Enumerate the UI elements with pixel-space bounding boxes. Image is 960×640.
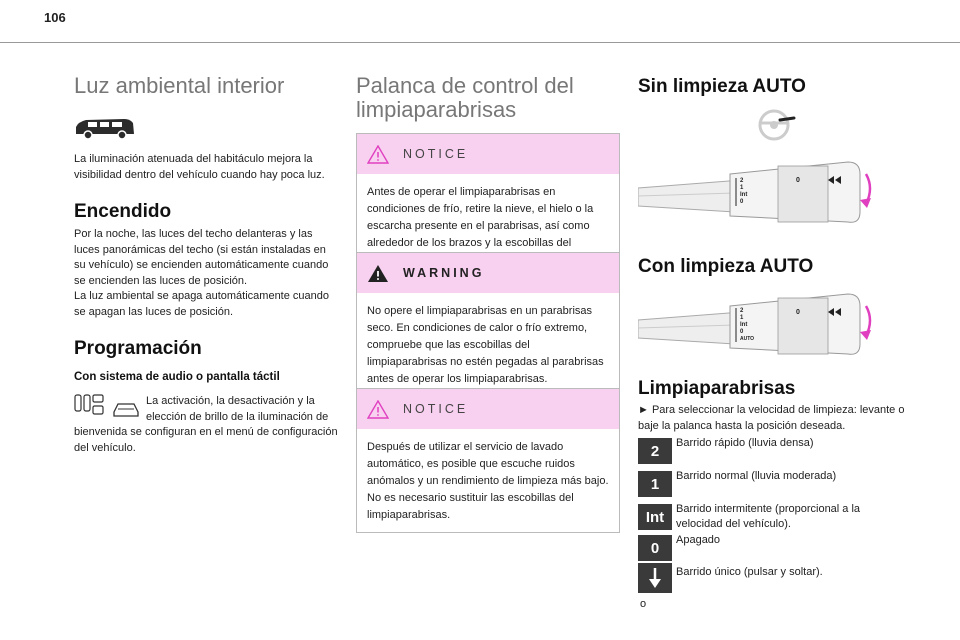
programacion-subtitle: Con sistema de audio o pantalla táctil (74, 371, 280, 383)
speed-2-icon: 2 (638, 438, 672, 464)
encendido-text-1: Por la noche, las luces del techo delanteras y las luces panorámicas del techo (si están instaladas en su vehículo) se encienden automáticamente cuando se encienden las luces de posición. (74, 228, 329, 287)
svg-text:2: 2 (740, 178, 744, 184)
speed-0-text: Apagado (676, 534, 721, 546)
speed-row-1 (638, 471, 836, 497)
warning-header (357, 253, 619, 293)
speed-row-int (638, 504, 878, 532)
speed-row-single (638, 563, 823, 593)
section-title-sin-auto: Sin limpieza AUTO (638, 76, 806, 97)
notice-label-2: NOTICE (403, 402, 469, 416)
down-arrow-icon (638, 563, 672, 593)
section-title-ambient-light: Luz ambiental interior (74, 73, 285, 98)
section-title-encendido: Encendido (74, 201, 172, 222)
svg-text:0: 0 (740, 329, 744, 335)
notice-text: Antes de operar el limpiaparabrisas en condiciones de frío, retire la nieve, el hielo o la escarcha presente en el parabrisas, así como alrededor de los brazos y la escobillas del (367, 186, 594, 249)
notice-label: NOTICE (403, 147, 469, 161)
svg-text:0: 0 (796, 309, 800, 316)
speed-row-2 (638, 438, 814, 464)
warning-filled-icon (367, 264, 389, 283)
page-number: 106 (44, 10, 66, 25)
trailing-or: o (640, 598, 647, 610)
speed-1-icon: 1 (638, 471, 672, 497)
column-wiper-lever (356, 60, 620, 530)
svg-text:0: 0 (740, 199, 744, 205)
column-ambient-light (74, 60, 340, 456)
warning-label: WARNING (403, 266, 485, 280)
car-icon (74, 114, 136, 140)
speed-int-icon: Int (638, 504, 672, 530)
steering-wheel-icon (756, 108, 796, 142)
top-rule (0, 42, 960, 43)
speed-single-text: Barrido único (pulsar y soltar). (676, 566, 823, 578)
section-title-con-auto: Con limpieza AUTO (638, 256, 814, 277)
notice-header (357, 134, 619, 174)
warning-outline-icon (367, 145, 389, 164)
programacion-text: La activación, la desactivación y la elección de brillo de la iluminación de bienvenida se configuran en el menú de configuración del vehículo. (74, 395, 338, 454)
section-title-wiper-lever: Palanca de control del limpiaparabrisas (356, 73, 574, 122)
warning-box-dry (356, 252, 620, 397)
notice-text-2: Después de utilizar el servicio de lavado automático, es posible que escuche ruidos anómalos y un rendimiento de limpieza más bajo. No es necesario sustituir las escobillas del limpiaparabrisas. (367, 441, 609, 521)
svg-text:Int: Int (740, 192, 748, 198)
svg-text:1: 1 (740, 315, 744, 321)
svg-text:0: 0 (796, 177, 800, 184)
wiper-lever-auto-diagram (638, 288, 878, 360)
column-wipers (638, 60, 910, 630)
programacion-block (74, 394, 340, 456)
speed-0-icon: 0 (638, 535, 672, 561)
warning-outline-icon (367, 400, 389, 419)
limpia-intro-text: ► Para seleccionar la velocidad de limpieza: levante o baje la palanca hasta la posición deseada. (638, 404, 905, 432)
warning-text: No opere el limpiaparabrisas en un parabrisas seco. En condiciones de calor o frío extremo, compruebe que las escobillas del limpiaparabrisas no estén pegadas al parabrisas antes de operar los limpiaparabrisas. (367, 305, 604, 385)
speed-2-text: Barrido rápido (lluvia densa) (676, 437, 814, 449)
wiper-lever-diagram (638, 156, 878, 228)
ambient-intro-text: La iluminación atenuada del habitáculo mejora la visibilidad dentro del vehículo cuando hay poca luz. (74, 153, 325, 181)
speed-row-0 (638, 535, 720, 561)
section-title-limpiaparabrisas: Limpiaparabrisas (638, 378, 796, 399)
settings-screen-icon (74, 394, 144, 420)
svg-text:2: 2 (740, 308, 744, 314)
svg-text:1: 1 (740, 185, 744, 191)
section-title-programacion: Programación (74, 338, 202, 359)
notice-box-carwash (356, 388, 620, 533)
speed-int-text: Barrido intermitente (proporcional a la velocidad del vehículo). (676, 503, 861, 530)
notice-header-2 (357, 389, 619, 429)
svg-text:AUTO: AUTO (740, 336, 755, 342)
svg-text:Int: Int (740, 322, 748, 328)
encendido-text-2: La luz ambiental se apaga automáticamente cuando se apagan las luces de posición. (74, 290, 330, 318)
speed-1-text: Barrido normal (lluvia moderada) (676, 470, 837, 482)
